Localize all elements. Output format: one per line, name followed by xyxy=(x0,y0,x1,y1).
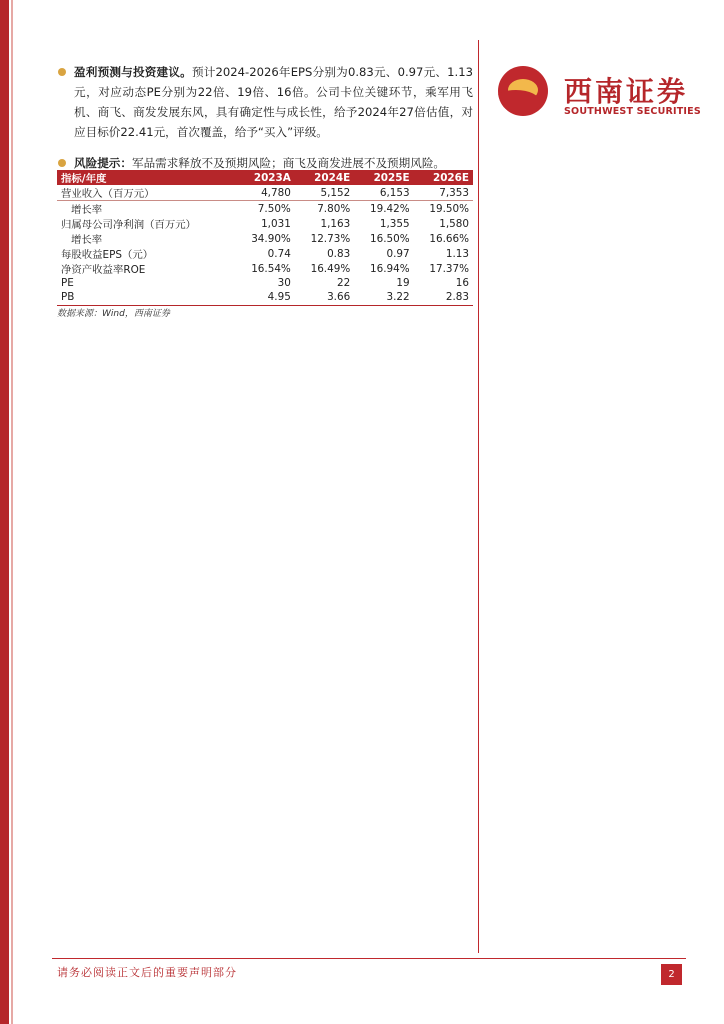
table-cell: 1,355 xyxy=(379,217,410,230)
table-row xyxy=(57,201,473,217)
table-cell: 16.66% xyxy=(429,232,469,245)
table-cell: 12.73% xyxy=(310,232,351,245)
table-cell: 7,353 xyxy=(414,185,473,201)
table-cell: 22 xyxy=(336,277,351,290)
table-row xyxy=(57,185,473,201)
table-cell: 1,163 xyxy=(320,217,351,230)
footer-disclaimer: 请务必阅读正文后的重要声明部分 xyxy=(57,966,237,979)
summary-bullets xyxy=(57,62,473,184)
table-row xyxy=(57,261,473,276)
bullet-heading: 盈利预测与投资建议。 xyxy=(74,65,192,79)
company-logo xyxy=(498,66,701,126)
left-accent-bar xyxy=(0,0,9,1024)
bullet-dot-icon xyxy=(58,68,66,76)
row-label: 增长率 xyxy=(71,234,103,246)
row-label: 归属母公司净利润（百万元） xyxy=(61,219,197,231)
bullet-text: 预计2024-2026年EPS分别为0.83元、0.97元、1.13元，对应动态PE分别为22倍、19倍、16倍。公司卡位关键环节，乘军用飞机、商飞、商发发展东风，具有确定性与成长性，给予2024年27倍估值，对应目标价22.41元，首次覆盖，给予“买入”评级。 xyxy=(74,65,473,139)
table-cell: 5,152 xyxy=(295,185,354,201)
bullet-dot-icon xyxy=(58,159,66,167)
row-label: 净资产收益率ROE xyxy=(61,264,146,276)
row-label: PE xyxy=(61,277,74,290)
bullet-investment-advice xyxy=(57,62,473,142)
table-cell: 0.74 xyxy=(267,247,291,260)
bullet-heading: 风险提示： xyxy=(74,156,132,170)
table-cell: 16.50% xyxy=(369,232,410,245)
table-cell: 4.95 xyxy=(235,290,294,305)
table-row xyxy=(57,231,473,246)
table-cell: 16.54% xyxy=(251,262,291,275)
row-label: PB xyxy=(57,290,235,305)
table-row xyxy=(57,246,473,261)
table-cell: 4,780 xyxy=(235,185,294,201)
table-cell: 16 xyxy=(455,277,469,290)
logo-name-cn: 西南证券 xyxy=(564,75,689,108)
table-cell: 1,031 xyxy=(261,217,291,230)
table-cell: 16.94% xyxy=(369,262,410,275)
column-divider xyxy=(478,40,479,953)
table-cell: 34.90% xyxy=(251,232,291,245)
table-row xyxy=(57,276,473,290)
table-cell: 3.66 xyxy=(295,290,354,305)
table-header-cell: 2024E xyxy=(295,170,354,185)
table-header-cell: 2025E xyxy=(354,170,413,185)
table-cell: 1,580 xyxy=(439,217,469,230)
table-cell: 16.49% xyxy=(310,262,351,275)
table-header-cell: 2023A xyxy=(235,170,294,185)
row-label: 每股收益EPS（元） xyxy=(61,249,154,261)
bullet-text: 军品需求释放不及预期风险；商飞及商发进展不及预期风险。 xyxy=(131,156,446,170)
table-cell: 0.97 xyxy=(386,247,410,260)
table-cell: 3.22 xyxy=(354,290,413,305)
table-cell: 19 xyxy=(396,277,410,290)
page-number: 2 xyxy=(661,964,682,985)
table-cell: 19.50% xyxy=(429,202,469,215)
table-cell: 17.37% xyxy=(429,262,469,275)
table-cell: 7.50% xyxy=(257,202,291,215)
table-cell: 2.83 xyxy=(414,290,473,305)
table-cell: 6,153 xyxy=(354,185,413,201)
logo-emblem-icon xyxy=(498,66,548,116)
data-source-note: 数据来源：Wind，西南证券 xyxy=(57,309,170,319)
logo-name-en: SOUTHWEST SECURITIES xyxy=(564,106,701,117)
table-cell: 30 xyxy=(277,277,291,290)
table-cell: 19.42% xyxy=(369,202,410,215)
table-cell: 0.83 xyxy=(327,247,351,260)
table-header-row xyxy=(57,170,473,185)
left-accent-stripe xyxy=(11,0,13,1024)
table-row xyxy=(57,216,473,231)
table-cell: 7.80% xyxy=(317,202,351,215)
table-row xyxy=(57,290,473,305)
row-label: 增长率 xyxy=(71,204,103,216)
table-header-cell: 指标/年度 xyxy=(57,170,235,185)
row-label: 营业收入（百万元） xyxy=(57,185,235,201)
footer-divider xyxy=(52,958,686,959)
table-header-cell: 2026E xyxy=(414,170,473,185)
table-cell: 1.13 xyxy=(445,247,469,260)
financial-forecast-table xyxy=(57,170,473,306)
